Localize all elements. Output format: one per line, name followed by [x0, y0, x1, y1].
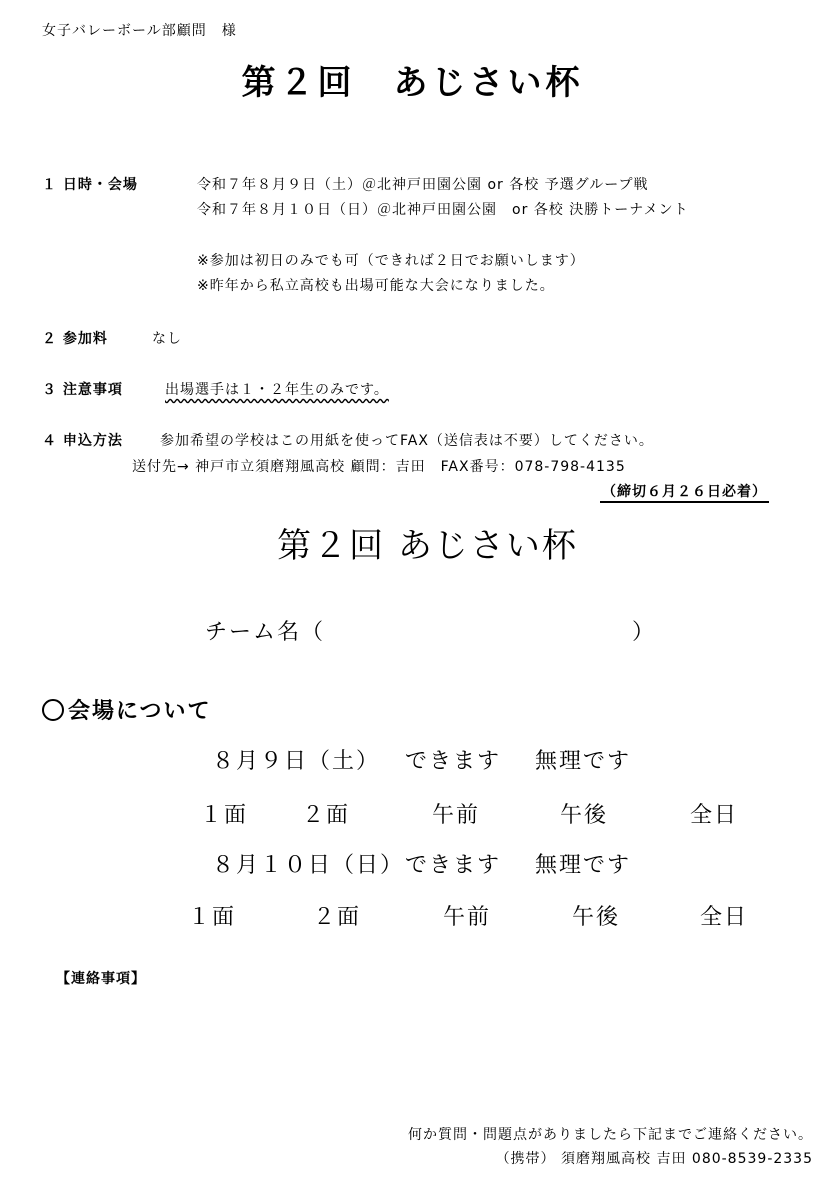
footer-contact: （携帯） 須磨翔風高校 吉田 080-8539-2335 [495, 1151, 813, 1167]
contact-heading: 【連絡事項】 [56, 971, 146, 987]
section-2-label: ２ 参加料 [42, 331, 108, 347]
apply-method: 参加希望の学校はこの用紙を使ってFAX（送信表は不要）してください。 [160, 433, 654, 449]
day2-morning-option[interactable]: 午前 [443, 905, 492, 930]
day1-can-option[interactable]: できます [405, 749, 502, 774]
day1-court1-option[interactable]: １面 [200, 803, 249, 828]
venue-heading [42, 694, 212, 725]
fee-value: なし [152, 331, 182, 347]
note-2: ※昨年から私立高校も出場可能な大会になりました。 [197, 278, 555, 294]
schedule-day1: 令和７年８月９日（土）＠北神戸田園公園 or 各校 予選グループ戦 [197, 177, 649, 193]
day1-cannot-option[interactable]: 無理です [535, 749, 632, 774]
venue-heading-text: 会場について [68, 699, 212, 724]
section-1-label: １ 日時・会場 [42, 177, 138, 193]
note-1: ※参加は初日のみでも可（できれば２日でお願いします） [197, 253, 585, 269]
day2-date: ８月１０日（日） [212, 853, 405, 878]
day2-cannot-option[interactable]: 無理です [535, 853, 632, 878]
day2-can-option[interactable]: できます [405, 853, 502, 878]
day1-court2-option[interactable]: ２面 [302, 803, 351, 828]
team-name-field[interactable] [330, 615, 630, 645]
page-title: 第２回 あじさい杯 [241, 63, 584, 103]
day1-morning-option[interactable]: 午前 [432, 803, 481, 828]
day1-date: ８月９日（土） [212, 749, 381, 774]
day1-afternoon-option[interactable]: 午後 [560, 803, 609, 828]
fax-destination: 送付先→ 神戸市立須磨翔風高校 顧問：吉田 FAX番号：078-798-4135 [132, 459, 626, 475]
section-4-label: ４ 申込方法 [42, 433, 123, 449]
contact-notes-area[interactable] [56, 995, 796, 1105]
caution-value: 出場選手は１・２年生のみです。 [165, 382, 389, 398]
day2-afternoon-option[interactable]: 午後 [572, 905, 621, 930]
schedule-day2: 令和７年８月１０日（日）＠北神戸田園公園 or 各校 決勝トーナメント [197, 202, 689, 218]
day1-allday-option[interactable]: 全日 [690, 803, 739, 828]
day2-court1-option[interactable]: １面 [188, 905, 237, 930]
deadline: （締切６月２６日必着） [600, 484, 769, 503]
form-title: 第２回 あじさい杯 [277, 526, 578, 566]
circle-icon [42, 699, 64, 721]
addressee: 女子バレーボール部顧問 様 [42, 23, 237, 39]
section-3-label: ３ 注意事項 [42, 382, 123, 398]
day2-allday-option[interactable]: 全日 [700, 905, 749, 930]
team-name-label: チーム名（ [205, 620, 326, 645]
team-name-close: ） [632, 620, 657, 645]
footer-note: 何か質問・問題点がありましたら下記までご連絡ください。 [408, 1127, 813, 1143]
day2-court2-option[interactable]: ２面 [313, 905, 362, 930]
